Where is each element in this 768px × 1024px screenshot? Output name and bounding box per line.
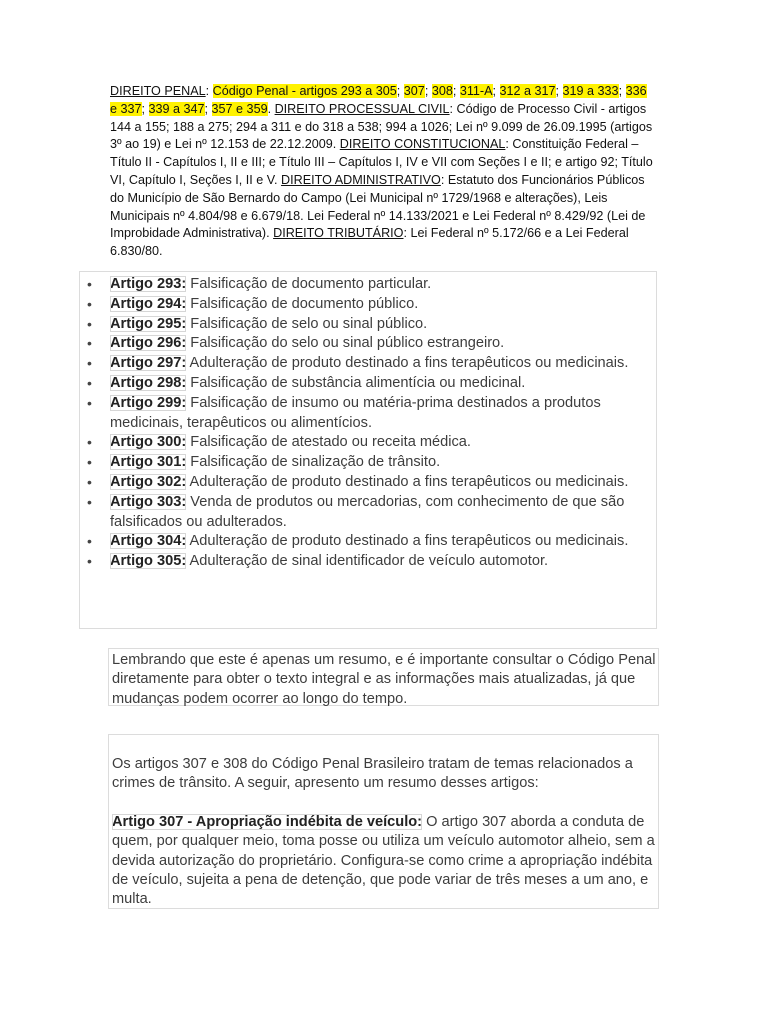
text-segment: ; [204,101,212,116]
list-item [110,552,658,572]
article-description: Adulteração de sinal identificador de veículo automotor. [186,553,549,570]
spacer [112,794,656,813]
article-description: Falsificação de substância alimentícia ou medicinal. [186,374,526,391]
highlighted-articles: 336 e 337 [110,84,647,116]
article-title: Artigo 300: [110,434,187,451]
section-label-direito-tributario: DIREITO TRIBUTÁRIO [273,226,404,241]
text-segment: : [205,84,213,98]
article-title: Artigo 307 - Apropriação indébita de veículo: [112,813,423,830]
list-item [110,473,658,493]
highlighted-articles: 312 a 317 [499,84,556,98]
article-description: Falsificação de insumo ou matéria-prima destinados a produtos medicinais, terapêuticos ou alimentícios. [110,394,601,431]
articles-307-308-box [108,734,659,909]
article-title: Artigo 293: [110,276,187,292]
article-title: Artigo 294: [110,295,187,312]
highlighted-articles: 357 e 359 [211,101,268,116]
article-description: Falsificação do selo ou sinal público estrangeiro. [186,335,505,352]
article-title: Artigo 301: [110,454,187,471]
highlighted-articles: 308 [431,84,453,98]
list-item [110,433,658,453]
article-description: Falsificação de atestado ou receita médica. [186,434,471,451]
highlighted-articles: 307 [403,84,425,98]
article-title: Artigo 299: [110,394,187,411]
highlighted-articles: 339 a 347 [148,101,205,116]
syllabus-paragraph [110,83,655,261]
article-title: Artigo 303: [110,493,187,510]
intro-text: Os artigos 307 e 308 do Código Penal Brasileiro tratam de temas relacionados a crimes de trânsito. A seguir, apresento um resumo desses artigos: [112,756,633,792]
article-description: Falsificação de sinalização de trânsito. [186,454,441,471]
article-description: Adulteração de produto destinado a fins terapêuticos ou medicinais. [186,473,629,490]
list-item [110,394,658,434]
text-segment: ; [424,84,432,98]
article-title: Artigo 302: [110,473,187,490]
article-description: Falsificação de documento particular. [186,276,432,292]
section-label-direito-constitucional: DIREITO CONSTITUCIONAL [339,137,506,152]
text-segment: : Código de Processo Civil - artigos 144 a 155; 188 a 275; 294 a 311 e do 318 a 538; 994 a 1026; Lei nº 9.099 de 26.09.1995 (artigos 3º ao 19) e Lei nº 12.153 de 22.12.2009. [110,101,653,152]
list-item [110,334,658,354]
section-label-direito-penal: DIREITO PENAL [110,84,206,98]
article-description: O artigo 307 aborda a conduta de quem, por qualquer meio, toma posse ou utiliza um veículo automotor alheio, sem a devida autorização do proprietário. Configura-se como crime a apropriação indébita de veículo, sujeita a pena de detenção, que pode variar de três meses a um ano, e multa. [112,813,655,908]
text-segment: ; [555,84,563,98]
article-title: Artigo 295: [110,315,187,332]
articles-list [110,275,658,572]
reminder-text: Lembrando que este é apenas um resumo, e é importante consultar o Código Penal diretamente para obter o texto integral e as informações mais atualizadas, já que mudanças podem ocorrer ao longo do tempo. [112,652,656,707]
article-description: Adulteração de produto destinado a fins terapêuticos ou medicinais. [186,355,629,372]
text-segment: : Constituição Federal – Título II - Capítulos I, II e III; e Título III – Capítulos I, IV e VII com Seções I e II; e artigo 92; Título VI, Capítulo I, Seções I, II e V. [110,137,653,187]
highlighted-articles: 311-A [459,84,493,98]
list-item [110,275,658,295]
list-item [110,532,658,552]
list-item [110,315,658,335]
highlighted-articles: 319 a 333 [562,84,619,98]
text-segment: . [267,101,275,116]
text-segment: : Estatuto dos Funcionários Públicos do Município de São Bernardo do Campo (Lei Municipal nº 1729/1968 e alterações), Leis Municipais nº 4.804/98 e 6.679/18. Lei Federal nº 14.133/2021 e Lei Federal nº 8.429/92 (Lei de Improbidade Administrativa). [110,172,646,241]
article-description: Adulteração de produto destinado a fins terapêuticos ou medicinais. [186,533,629,550]
article-description: Falsificação de documento público. [186,295,419,312]
articles-summary-box [79,271,657,629]
article-description: Venda de produtos ou mercadorias, com conhecimento de que são falsificados ou adulterados. [110,493,625,530]
section-label-direito-processual-civil: DIREITO PROCESSUAL CIVIL [274,101,450,116]
text-segment: ; [618,84,626,98]
list-item [110,493,658,533]
highlighted-articles: Código Penal - artigos 293 a 305 [212,84,397,98]
article-title: Artigo 305: [110,553,187,570]
reminder-note [108,648,659,706]
list-item [110,374,658,394]
article-title: Artigo 296: [110,335,187,352]
article-description: Falsificação de selo ou sinal público. [186,315,428,332]
text-segment: : Lei Federal nº 5.172/66 e a Lei Federal 6.830/80. [110,226,629,259]
article-title: Artigo 297: [110,355,187,372]
text-segment: ; [141,101,149,116]
article-title: Artigo 304: [110,533,187,550]
text-segment: ; [452,84,460,98]
article-307-paragraph [112,813,656,910]
text-segment: ; [396,84,404,98]
section-label-direito-administrativo: DIREITO ADMINISTRATIVO [281,172,441,187]
list-item [110,295,658,315]
article-title: Artigo 298: [110,374,187,391]
text-segment: ; [492,84,500,98]
list-item [110,453,658,473]
list-item [110,354,658,374]
